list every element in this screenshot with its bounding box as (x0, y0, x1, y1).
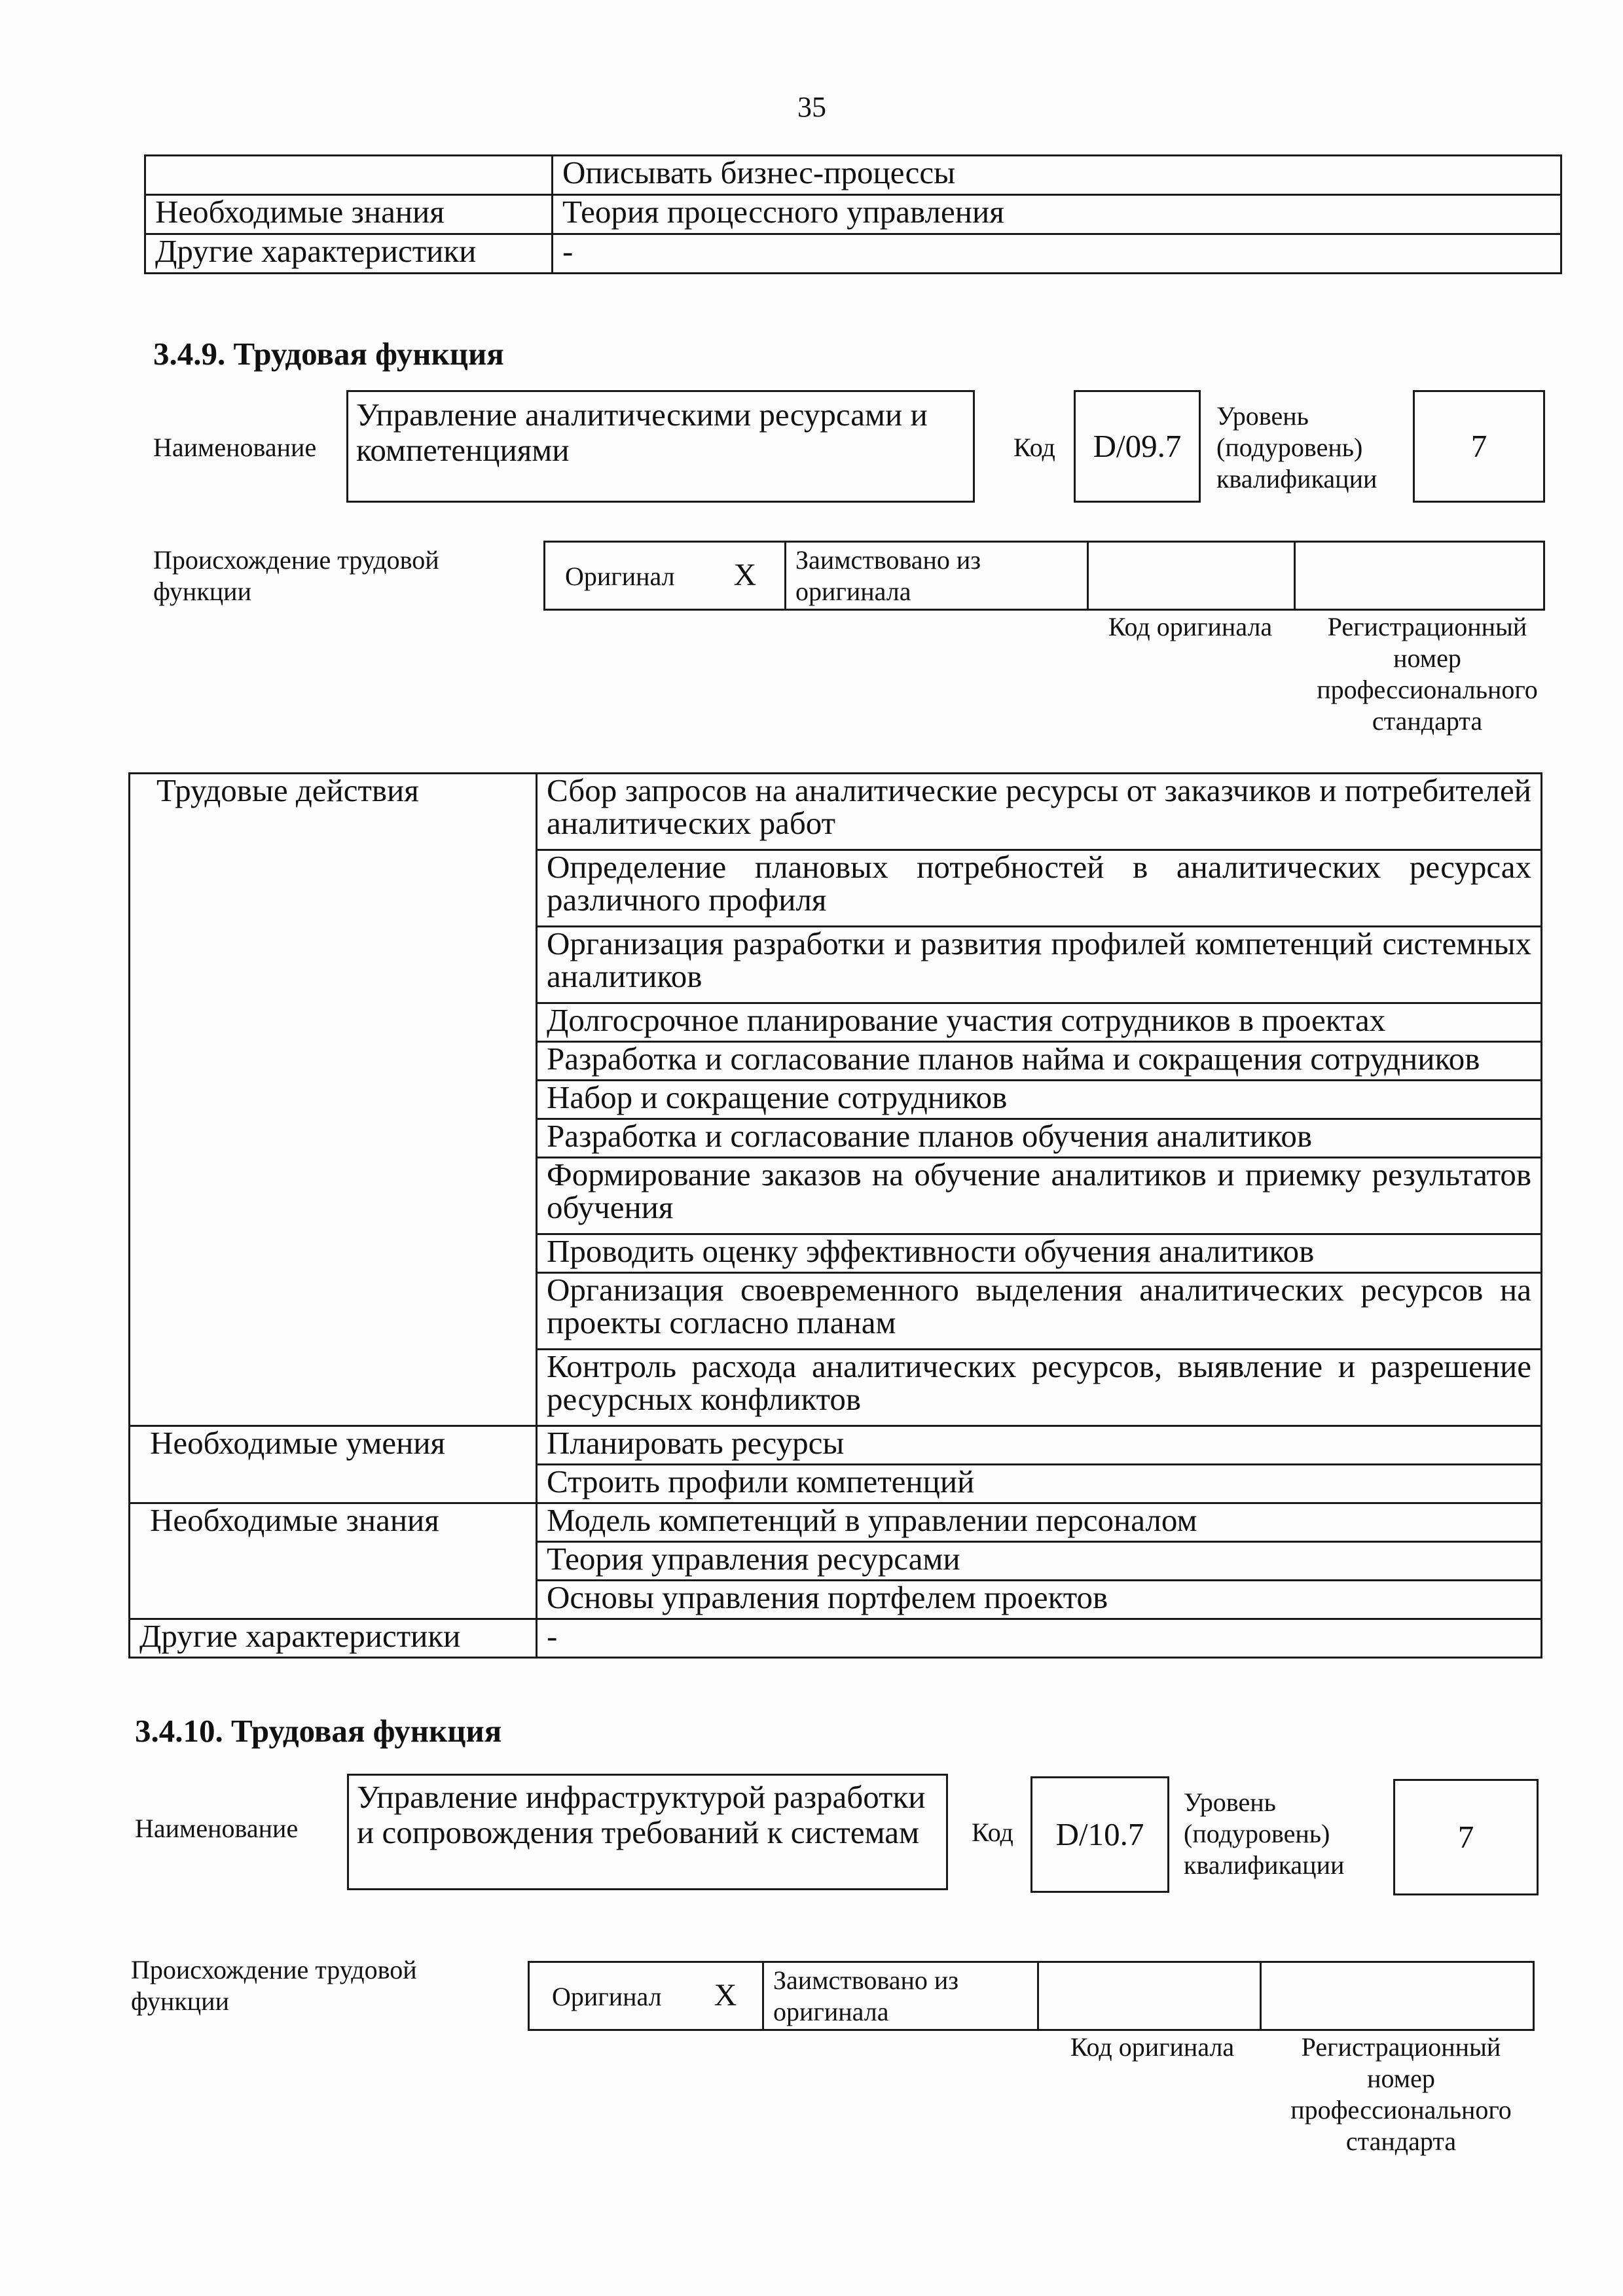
action-item: Сбор запросов на аналитические ресурсы от заказчиков и потребителей аналитических работ (537, 774, 1542, 850)
knowledge-item: Основы управления портфелем проектов (537, 1581, 1542, 1619)
original-cell (529, 1962, 763, 2030)
table-cell: Другие характеристики (145, 234, 553, 274)
name-value: Управление аналитическими ресурсами и компетенциями (356, 397, 928, 468)
reg-number-label: Регистрационный номер профессионального стандарта (1317, 612, 1538, 736)
reg-number-label: Регистрационный номер профессионального стандарта (1290, 2032, 1512, 2156)
original-label: Оригинал (565, 562, 675, 592)
action-item: Контроль расхода аналитических ресурсов, выявление и разрешение ресурсных конфликтов (537, 1350, 1542, 1426)
table-row (529, 1962, 1534, 2030)
borrowed-cell (786, 542, 1088, 610)
table-row (130, 774, 1542, 850)
function-table (128, 772, 1542, 1659)
table-cell: - (553, 234, 1561, 274)
knowledge-item: Теория управления ресурсами (537, 1542, 1542, 1581)
section-heading: 3.4.9. Трудовая функция (153, 336, 504, 372)
name-value: Управление инфраструктурой разработки и сопровождения требований к системам (357, 1779, 926, 1850)
table-cell: Описывать бизнес-процессы (553, 156, 1561, 195)
name-label: Наименование (153, 433, 317, 462)
level-value: 7 (1470, 428, 1487, 464)
skills-label: Необходимые умения (130, 1426, 537, 1503)
code-value-box (1074, 390, 1201, 503)
table-row (130, 1619, 1542, 1658)
code-original-label: Код оригинала (1108, 612, 1273, 641)
code-value-box (1030, 1776, 1169, 1893)
code-label: Код (1013, 433, 1055, 462)
name-label: Наименование (135, 1814, 299, 1843)
table-row (145, 195, 1561, 234)
page-number: 35 (797, 91, 826, 123)
borrowed-label: Заимствовано из оригинала (795, 545, 981, 606)
other-value: - (537, 1619, 1542, 1658)
table-row (130, 1426, 1542, 1465)
name-value-box (347, 1774, 948, 1890)
original-mark: X (733, 558, 757, 593)
action-item: Формирование заказов на обучение аналитиков и приемку результатов обучения (537, 1158, 1542, 1234)
action-item: Набор и сокращение сотрудников (537, 1081, 1542, 1119)
other-label: Другие характеристики (130, 1619, 537, 1658)
level-value-box (1413, 390, 1545, 503)
level-value-box (1393, 1779, 1539, 1895)
action-item: Разработка и согласование планов найма и сокращения сотрудников (537, 1042, 1542, 1081)
skill-item: Планировать ресурсы (537, 1426, 1542, 1465)
original-cell (545, 542, 786, 610)
original-mark: X (714, 1978, 737, 2013)
code-original-cell (1038, 1962, 1261, 2030)
reg-number-cell (1261, 1962, 1534, 2030)
origin-table (543, 541, 1545, 611)
actions-label: Трудовые действия (130, 774, 537, 1426)
table-row (145, 156, 1561, 195)
origin-table (528, 1961, 1535, 2031)
table-cell (145, 156, 553, 195)
level-label: Уровень (подуровень) квалификации (1216, 401, 1377, 493)
code-value: D/10.7 (1055, 1816, 1144, 1852)
top-table (144, 154, 1562, 274)
level-value: 7 (1457, 1819, 1474, 1855)
code-value: D/09.7 (1093, 428, 1182, 464)
section-heading: 3.4.10. Трудовая функция (135, 1713, 502, 1749)
action-item: Организация своевременного выделения аналитических ресурсов на проекты согласно планам (537, 1273, 1542, 1350)
name-value-box (346, 390, 975, 503)
table-cell: Необходимые знания (145, 195, 553, 234)
action-item: Определение плановых потребностей в аналитических ресурсах различного профиля (537, 850, 1542, 927)
code-label: Код (972, 1818, 1013, 1847)
table-row (545, 542, 1544, 610)
knowledge-label: Необходимые знания (130, 1503, 537, 1619)
action-item: Разработка и согласование планов обучения аналитиков (537, 1119, 1542, 1158)
reg-number-cell (1295, 542, 1544, 610)
action-item: Проводить оценку эффективности обучения аналитиков (537, 1234, 1542, 1273)
knowledge-item: Модель компетенций в управлении персоналом (537, 1503, 1542, 1542)
original-label: Оригинал (552, 1982, 662, 2012)
skill-item: Строить профили компетенций (537, 1465, 1542, 1503)
action-item: Организация разработки и развития профилей компетенций системных аналитиков (537, 927, 1542, 1003)
table-row (145, 234, 1561, 274)
table-row (130, 1503, 1542, 1542)
origin-label: Происхождение трудовой функции (131, 1955, 417, 2016)
borrowed-cell (763, 1962, 1038, 2030)
code-original-cell (1088, 542, 1295, 610)
action-item: Долгосрочное планирование участия сотрудников в проектах (537, 1003, 1542, 1042)
origin-label: Происхождение трудовой функции (153, 545, 439, 606)
borrowed-label: Заимствовано из оригинала (773, 1965, 959, 2026)
code-original-label: Код оригинала (1070, 2032, 1235, 2062)
table-cell: Теория процессного управления (553, 195, 1561, 234)
level-label: Уровень (подуровень) квалификации (1184, 1787, 1345, 1880)
